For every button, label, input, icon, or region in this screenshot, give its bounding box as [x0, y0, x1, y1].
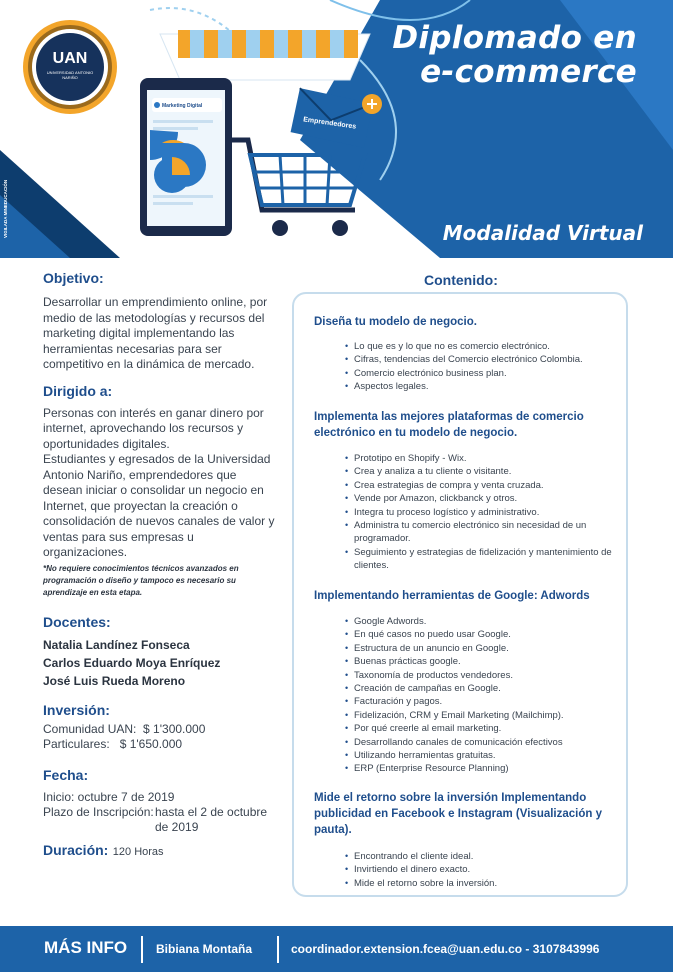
footer-divider [277, 936, 279, 963]
contenido-heading: Contenido: [424, 272, 498, 288]
section-items [345, 340, 615, 394]
dirigido-text-2: Estudiantes y egresados de la Universidad Antonio Nariño, emprendedores que desean iniciar o consolidar un negocio en Internet, que proyectan la creación o consolidación de nuevos canales de valor y ventas para sus empresas u organizaciones. [43, 452, 275, 559]
list-item: • Mide el retorno sobre la inversión. [345, 877, 615, 890]
vigilada-text: VIGILADA MINEDUCACIÓN [3, 179, 8, 238]
list-item: • Vende por Amazon, clickbanck y otros. [345, 492, 615, 505]
duracion-row [43, 842, 278, 861]
list-item: • Prototipo en Shopify - Wix. [345, 452, 615, 465]
fecha-heading: Fecha: [43, 766, 89, 783]
list-item: • En qué casos no puedo usar Google. [345, 628, 615, 641]
list-item: • Administra tu comercio electrónico sin necesidad de un programador. [345, 519, 615, 546]
list-item: • Creación de campañas en Google. [345, 682, 615, 695]
list-item: • Encontrando el cliente ideal. [345, 850, 615, 863]
dirigido-note: *No requiere conocimientos técnicos avanzados en programación o diseño y tampoco es necesario su aprendizaje en esta etapa. [43, 563, 239, 597]
duracion-value: 120 Horas [112, 846, 164, 858]
section-title: Implementa las mejores plataformas de comercio electrónico en tu modelo de negocio. [314, 411, 584, 439]
list-item: • Cifras, tendencias del Comercio electrónico Colombia. [345, 353, 615, 366]
mas-info-label: MÁS INFO [44, 938, 128, 957]
list-item: • ERP (Enterprise Resource Planning) [345, 762, 615, 775]
list-item: • Desarrollando canales de comunicación efectivos [345, 736, 615, 749]
docente-name: José Luis Rueda Moreno [43, 673, 186, 688]
envelope-label: Emprendedores [302, 116, 357, 131]
list-item: • Taxonomía de productos vendedores. [345, 669, 615, 682]
header-banner [0, 0, 673, 258]
list-item: • Utilizando herramientas gratuitas. [345, 749, 615, 762]
inversion-heading: Inversión: [43, 701, 110, 718]
section-items [345, 615, 615, 776]
list-item: • Crea y analiza a tu cliente o visitante. [345, 465, 615, 478]
list-item: • Invirtiendo el dinero exacto. [345, 863, 615, 876]
title-line1: Diplomado en [392, 20, 637, 56]
footer-bar [0, 926, 673, 972]
fecha-inicio: Inicio: octubre 7 de 2019 [43, 789, 175, 804]
section-items [345, 850, 615, 890]
list-item: • Fidelización, CRM y Email Marketing (Mailchimp). [345, 709, 615, 722]
plazo-value-2: de 2019 [155, 820, 199, 834]
docentes-list [43, 636, 278, 690]
list-item: • Seguimiento y estrategias de fidelización y mantenimiento de clientes. [345, 546, 615, 573]
docente-name: Natalia Landínez Fonseca [43, 637, 190, 652]
list-item: • Comercio electrónico business plan. [345, 367, 615, 380]
objetivo-text: Desarrollar un emprendimiento online, por medio de las metodologías y recursos del marketing digital implementando las herramientas necesarias para ser competitivo en la dinámica de mercado. [43, 295, 268, 371]
modalidad-label: Modalidad Virtual [442, 221, 643, 245]
dirigido-text-1: Personas con interés en ganar dinero por internet, aprovechando los recursos y oportunidades digitales. [43, 405, 264, 451]
list-item: • Buenas prácticas google. [345, 655, 615, 668]
section-title: Mide el retorno sobre la inversión Implementando publicidad en Facebook e Instagram (Visualización y pauta). [314, 792, 603, 836]
section-title: Implementando herramientas de Google: Adwords [314, 590, 590, 602]
logo-subtext: UNIVERSIDAD ANTONIO NARIÑO [46, 70, 94, 80]
dirigido-heading: Dirigido a: [43, 382, 113, 399]
fecha-plazo [43, 805, 278, 836]
inversion-comunidad: Comunidad UAN: $ 1'300.000 [43, 721, 206, 736]
left-column [43, 270, 278, 861]
logo-text: UAN [52, 50, 88, 67]
list-item: • Estructura de un anuncio en Google. [345, 642, 615, 655]
section-items [345, 452, 615, 573]
inversion-particulares: Particulares: $ 1'650.000 [43, 737, 183, 751]
list-item: • Aspectos legales. [345, 380, 615, 393]
title-line2: e-commerce [420, 54, 637, 90]
list-item: • Lo que es y lo que no es comercio electrónico. [345, 340, 615, 353]
contact-info: coordinador.extension.fcea@uan.edu.co - 3107843996 [291, 942, 600, 956]
objetivo-heading: Objetivo: [43, 270, 104, 286]
contact-name: Bibiana Montaña [156, 942, 253, 956]
section-title: Diseña tu modelo de negocio. [314, 316, 477, 328]
list-item: • Google Adwords. [345, 615, 615, 628]
list-item: • Por qué creerle al email marketing. [345, 722, 615, 735]
list-item: • Crea estrategias de compra y venta cruzada. [345, 479, 615, 492]
plazo-value-1: hasta el 2 de octubre [155, 805, 268, 819]
duracion-heading: Duración: [43, 842, 109, 858]
list-item: • Facturación y pagos. [345, 695, 615, 708]
list-item: • Integra tu proceso logístico y administrativo. [345, 506, 615, 519]
plazo-label: Plazo de Inscripción: [43, 805, 154, 819]
docentes-heading: Docentes: [43, 613, 111, 630]
footer-divider [141, 936, 143, 963]
docente-name: Carlos Eduardo Moya Enríquez [43, 655, 221, 670]
phone-label: Marketing Digital [162, 103, 203, 109]
